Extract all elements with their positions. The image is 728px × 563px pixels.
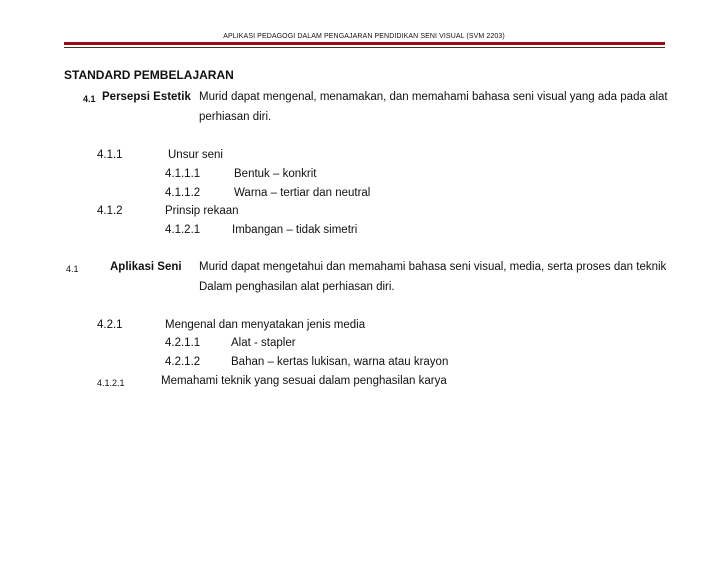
item-label: Unsur seni bbox=[168, 149, 223, 161]
subitem-number: 4.1.2.1 bbox=[165, 224, 201, 236]
header-rule-thick bbox=[64, 42, 665, 45]
item-number: 4.1.2.1 bbox=[97, 378, 125, 388]
subitem-label: Bahan – kertas lukisan, warna atau krayon bbox=[231, 356, 449, 368]
section-description-line1: Murid dapat mengetahui dan memahami bahasa seni visual, media, serta proses dan teknik bbox=[199, 261, 667, 273]
subitem-number: 4.2.1.1 bbox=[165, 337, 201, 349]
section-description-line2: Dalam penghasilan alat perhiasan diri. bbox=[199, 281, 395, 293]
item-number: 4.1.2 bbox=[97, 205, 123, 217]
subitem-number: 4.1.1.2 bbox=[165, 187, 201, 199]
header-rule-thin bbox=[64, 47, 665, 48]
item-number: 4.1.1 bbox=[97, 149, 123, 161]
subitem-label: Alat - stapler bbox=[231, 337, 296, 349]
subitem-label: Bentuk – konkrit bbox=[234, 168, 317, 180]
subitem-number: 4.2.1.2 bbox=[165, 356, 201, 368]
subitem-label: Warna – tertiar dan neutral bbox=[234, 187, 371, 199]
subitem-number: 4.1.1.1 bbox=[165, 168, 201, 180]
item-label: Prinsip rekaan bbox=[165, 205, 239, 217]
section-description-line2: perhiasan diri. bbox=[199, 111, 272, 123]
item-number: 4.2.1 bbox=[97, 319, 123, 331]
item-label: Memahami teknik yang sesuai dalam penghasilan karya bbox=[161, 375, 447, 387]
section-heading: STANDARD PEMBELAJARAN bbox=[64, 68, 234, 82]
section-description-line1: Murid dapat mengenal, menamakan, dan memahami bahasa seni visual yang ada pada alat bbox=[199, 91, 668, 103]
section-number: 4.1 bbox=[83, 94, 96, 104]
item-label: Mengenal dan menyatakan jenis media bbox=[165, 319, 366, 331]
section-number: 4.1 bbox=[66, 264, 79, 274]
section-title: Aplikasi Seni bbox=[110, 261, 182, 273]
running-header: APLIKASI PEDAGOGI DALAM PENGAJARAN PENDIDIKAN SENI VISUAL (SVM 2203) bbox=[223, 33, 505, 40]
section-title: Persepsi Estetik bbox=[102, 91, 191, 103]
subitem-label: Imbangan – tidak simetri bbox=[232, 224, 358, 236]
